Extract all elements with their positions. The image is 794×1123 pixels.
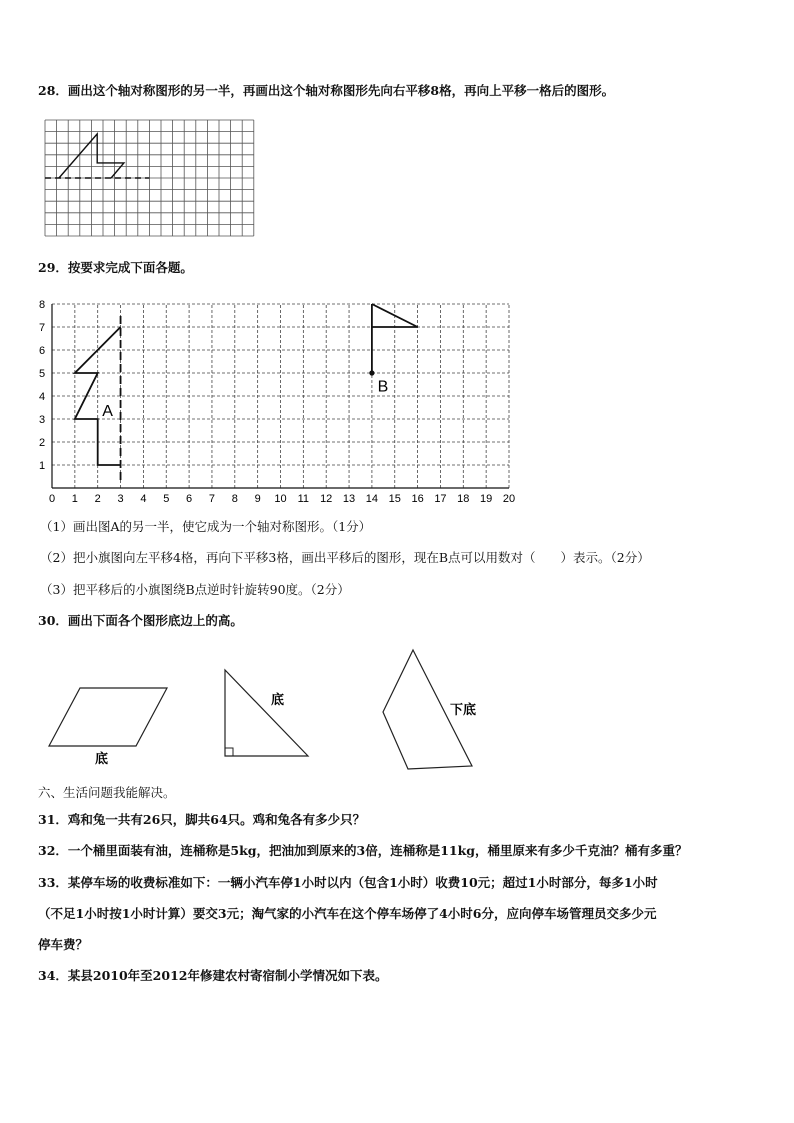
q29-y-tick-label: 8 [38,299,46,311]
trapezoid-base-label: 下底 [450,702,477,717]
q29-x-tick-label: 2 [94,493,101,505]
q29-x-tick-label: 3 [117,493,124,505]
right-angle-mark [225,748,233,756]
q29-x-tick-label: 16 [411,493,424,505]
q29-x-tick-label: 1 [71,493,78,505]
q29-coordinate-grid [30,288,530,505]
q29-y-tick-label: 2 [38,437,46,449]
q29-x-tick-label: 7 [208,493,216,505]
q30-shapes [0,640,794,780]
q29-x-tick-label: 14 [365,493,379,505]
q29-x-tick-label: 5 [163,493,170,505]
q29-x-tick-label: 15 [388,493,401,505]
q34-text: 34．某县2010年至2012年修建农村寄宿制小学情况如下表。 [38,968,388,983]
q32-text: 32．一个桶里面装有油，连桶称是5kg，把油加到原来的3倍，连桶称是11kg，桶里原来有多少千克油？桶有多重？ [38,843,688,858]
q28-text: 28．画出这个轴对称图形的另一半，再画出这个轴对称图形先向右平移8格，再向上平移一格后的图形。 [38,83,615,98]
q29-x-tick-label: 13 [342,493,356,505]
q33-line3: 停车费？ [38,937,89,952]
q29-x-tick-label: 0 [48,493,56,505]
q29-sub1: （1）画出图A的另一半，使它成为一个轴对称图形。（1分） [40,519,372,534]
q31-text: 31．鸡和兔一共有26只，脚共64只。鸡和兔各有多少只？ [38,812,366,827]
q29-y-tick-label: 6 [38,345,46,357]
q29-y-tick-label: 5 [38,368,46,380]
q29-label-b: B [377,378,389,396]
q29-y-tick-label: 4 [38,391,46,403]
q29-x-tick-label: 10 [274,493,287,505]
q33-line1: 33．某停车场的收费标准如下：一辆小汽车停1小时以内（包含1小时）收费10元；超过1小时部分，每多1小时 [38,875,658,890]
q30-text: 30．画出下面各个图形底边上的高。 [38,613,243,628]
q29-x-tick-label: 4 [140,493,147,505]
q29-y-tick-label: 1 [38,460,46,472]
q29-x-tick-label: 8 [231,493,238,505]
triangle-base-label: 底 [271,692,285,707]
parallelogram-base-label: 底 [95,751,109,766]
parallelogram-shape [49,688,167,746]
q29-sub2: （2）把小旗图向左平移4格，再向下平移3格，画出平移后的图形，现在B点可以用数对（ ）表示。（2分） [40,550,650,565]
section6-title: 六、生活问题我能解决。 [38,785,176,800]
right-triangle-shape [225,670,308,756]
q29-label-a: A [102,402,113,420]
q29-y-tick-label: 3 [38,414,46,426]
q29-text: 29．按要求完成下面各题。 [38,260,193,275]
q29-x-tick-label: 18 [457,493,470,505]
q29-x-tick-label: 19 [480,493,493,505]
q29-point-b [369,370,374,375]
q29-x-tick-label: 17 [434,493,447,505]
q29-sub3: （3）把平移后的小旗图绕B点逆时针旋转90度。（2分） [40,582,350,597]
q29-y-tick-label: 7 [38,322,46,334]
q33-line2: （不足1小时按1小时计算）要交3元；淘气家的小汽车在这个停车场停了4小时6分，应向停车场管理员交多少元 [38,906,657,921]
q29-x-tick-label: 9 [254,493,261,505]
q28-grid [45,120,257,240]
q29-x-tick-label: 11 [297,493,310,505]
q29-x-tick-label: 12 [320,493,333,505]
q29-x-tick-label: 6 [186,493,193,505]
q29-x-tick-label: 20 [502,493,516,505]
